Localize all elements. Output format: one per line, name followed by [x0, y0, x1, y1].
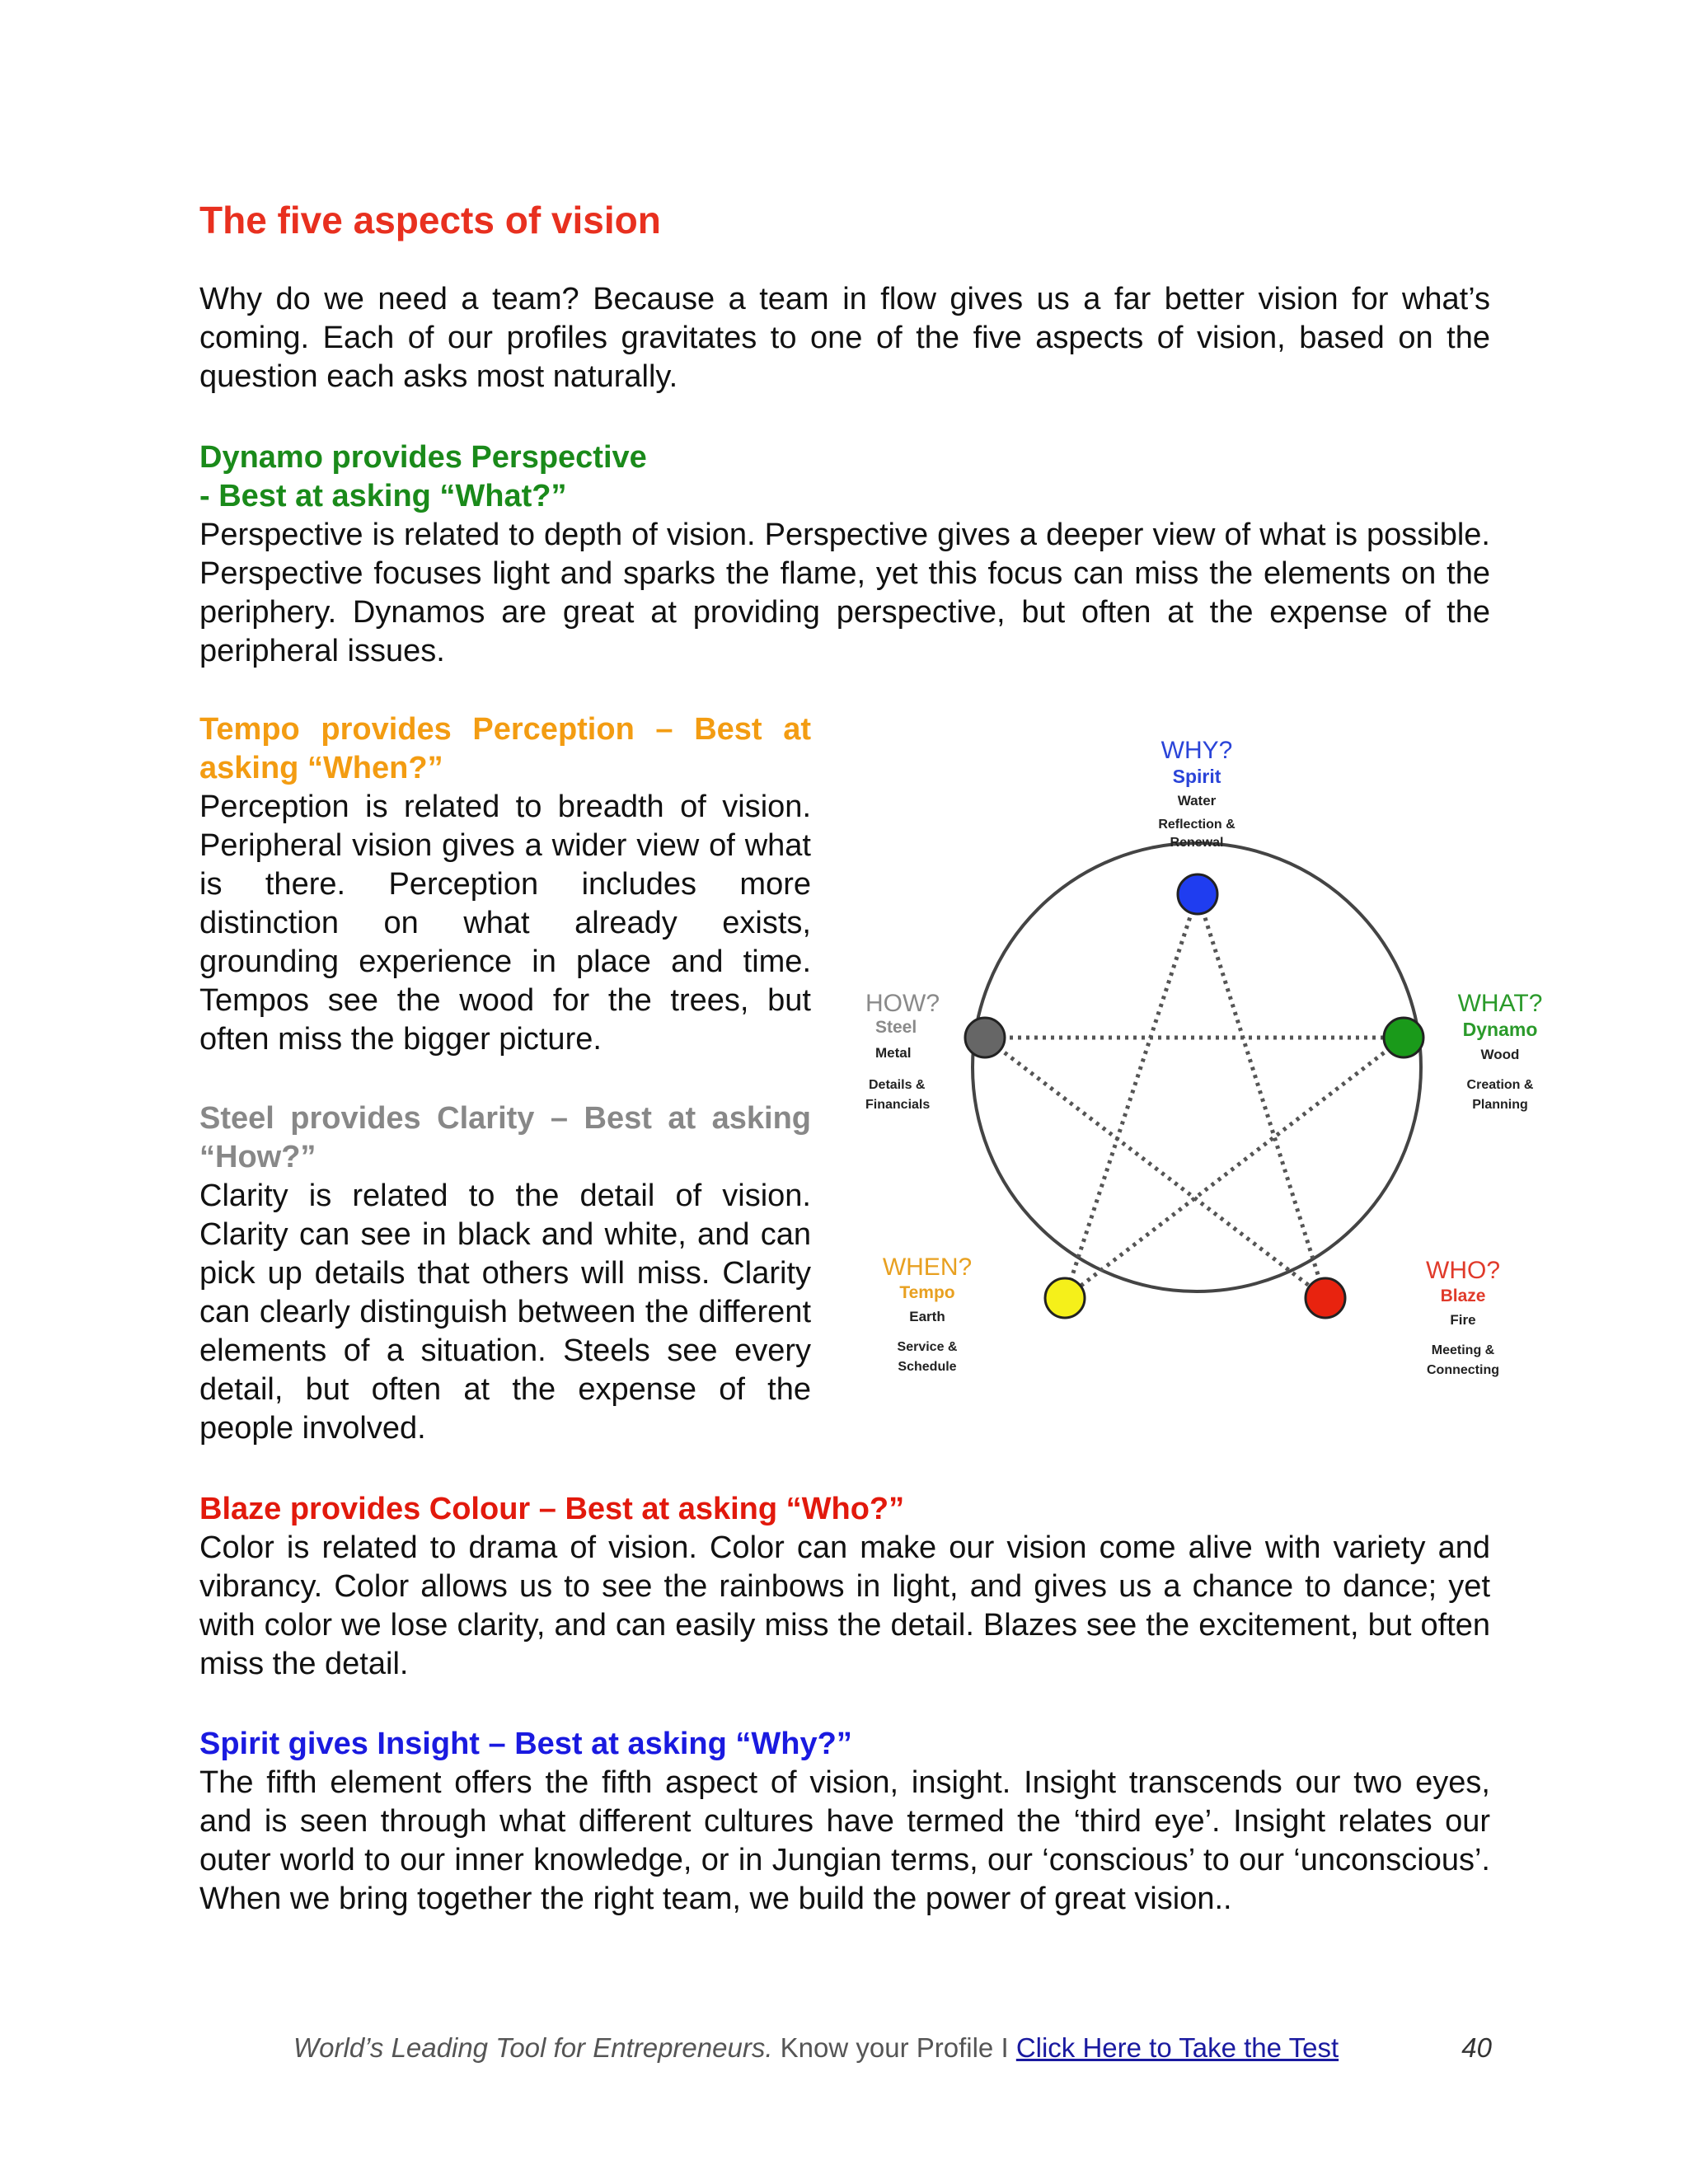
node-who-line1: Meeting &	[1431, 1343, 1495, 1357]
spirit-body: The fifth element offers the fifth aspect of vision, insight. Insight transcends our two eyes, and is seen through what different cultures have termed the ‘third eye’. Insight relates our outer world to our inner knowledge, or in Jungian terms, our ‘conscious’ to our ‘unconscious’. When we bring together the right team, we build the power of great vision..	[199, 1765, 1490, 1916]
star-line-how-who	[985, 1038, 1325, 1298]
node-when	[883, 1254, 1085, 1374]
footer-tagline: World’s Leading Tool for Entrepreneurs.	[293, 2032, 773, 2063]
dynamo-heading-line2: - Best at asking “What?”	[199, 479, 567, 513]
page-footer	[293, 2032, 1492, 2064]
node-what-element: Wood	[1480, 1047, 1520, 1062]
node-when-profile: Tempo	[899, 1283, 955, 1302]
page-number: 40	[1461, 2032, 1492, 2063]
node-why-dot	[1178, 874, 1217, 914]
node-how-element: Metal	[875, 1045, 912, 1061]
node-who-dot	[1306, 1278, 1345, 1318]
steel-heading: Steel provides Clarity – Best at asking “How?”	[199, 1101, 811, 1174]
node-what-line1: Creation &	[1466, 1078, 1534, 1092]
node-how-line2: Financials	[865, 1098, 931, 1112]
dynamo-body: Perspective is related to depth of vision. Perspective gives a deeper view of what is possible. Perspective focuses light and sparks the flame, yet this focus can miss the elements on the periphery. Dynamos are great at providing perspective, but often at the expense of the peripheral issues.	[199, 518, 1490, 668]
node-how-profile: Steel	[875, 1018, 917, 1037]
node-when-line2: Schedule	[898, 1360, 957, 1374]
dynamo-heading-line1: Dynamo provides Perspective	[199, 440, 647, 475]
star-line-why-when	[1065, 894, 1198, 1298]
footer-know-profile: Know your Profile	[780, 2032, 994, 2063]
node-why-profile: Spirit	[1172, 766, 1221, 787]
node-what-question: WHAT?	[1457, 990, 1543, 1017]
node-who-profile: Blaze	[1440, 1286, 1486, 1305]
node-when-question: WHEN?	[882, 1254, 973, 1281]
node-why-line1: Reflection &	[1158, 818, 1236, 832]
steel-body: Clarity is related to the detail of vision. Clarity can see in black and white, and can pick up details that others will miss. Clarity can clearly distinguish between the different elements of a situation. Steels see every detail, but often at the expense of the people involved.	[199, 1179, 811, 1446]
footer-separator: I	[1001, 2032, 1009, 2063]
node-what	[1384, 990, 1542, 1112]
node-what-profile: Dynamo	[1462, 1019, 1538, 1040]
blaze-section	[199, 1490, 1490, 1684]
node-who-question: WHO?	[1426, 1257, 1500, 1284]
node-what-line2: Planning	[1472, 1098, 1528, 1112]
node-why-question: WHY?	[1160, 737, 1233, 764]
five-elements-diagram	[849, 721, 1591, 1397]
node-how-dot	[965, 1018, 1005, 1057]
node-how	[865, 990, 1005, 1112]
node-when-element: Earth	[909, 1309, 945, 1324]
take-test-link[interactable]: Click Here to Take the Test	[1015, 2032, 1339, 2063]
node-who-line2: Connecting	[1427, 1363, 1499, 1377]
intro-paragraph: Why do we need a team? Because a team in flow gives us a far better vision for what’s coming. Each of our profiles gravitates to one of the five aspects of vision, based on the question each asks most naturally.	[199, 282, 1490, 394]
node-how-question: HOW?	[865, 990, 940, 1017]
node-when-dot	[1045, 1278, 1085, 1318]
spirit-heading: Spirit gives Insight – Best at asking “Why?”	[199, 1727, 852, 1761]
node-who-element: Fire	[1450, 1312, 1476, 1328]
node-how-line1: Details &	[869, 1078, 926, 1092]
node-why-line2: Renewal	[1170, 836, 1224, 850]
spirit-section	[199, 1725, 1490, 1919]
tempo-section	[199, 710, 811, 1059]
steel-section	[199, 1099, 811, 1448]
node-when-line1: Service &	[897, 1340, 958, 1354]
node-what-dot	[1384, 1018, 1423, 1057]
tempo-body: Perception is related to breadth of vision. Peripheral vision gives a wider view of what is there. Perception includes more distinction on what already exists, grounding experience in place and time. Tempos see the wood for the trees, but often miss the bigger picture.	[199, 790, 811, 1057]
star-line-why-who	[1198, 894, 1325, 1298]
node-who	[1306, 1257, 1500, 1377]
blaze-body: Color is related to drama of vision. Color can make our vision come alive with variety and vibrancy. Color allows us to see the rainbows in light, and gives us a chance to dance; yet with color we lose clarity, and can easily miss the detail. Blazes see the excitement, but often miss the detail.	[199, 1530, 1490, 1681]
node-why	[1158, 737, 1236, 914]
star-line-what-when	[1065, 1038, 1404, 1298]
node-why-element: Water	[1177, 793, 1217, 808]
tempo-heading: Tempo provides Perception – Best at asking “When?”	[199, 712, 811, 785]
dynamo-section	[199, 438, 1490, 671]
page-title: The five aspects of vision	[199, 199, 661, 241]
blaze-heading: Blaze provides Colour – Best at asking “Who?”	[199, 1492, 905, 1526]
